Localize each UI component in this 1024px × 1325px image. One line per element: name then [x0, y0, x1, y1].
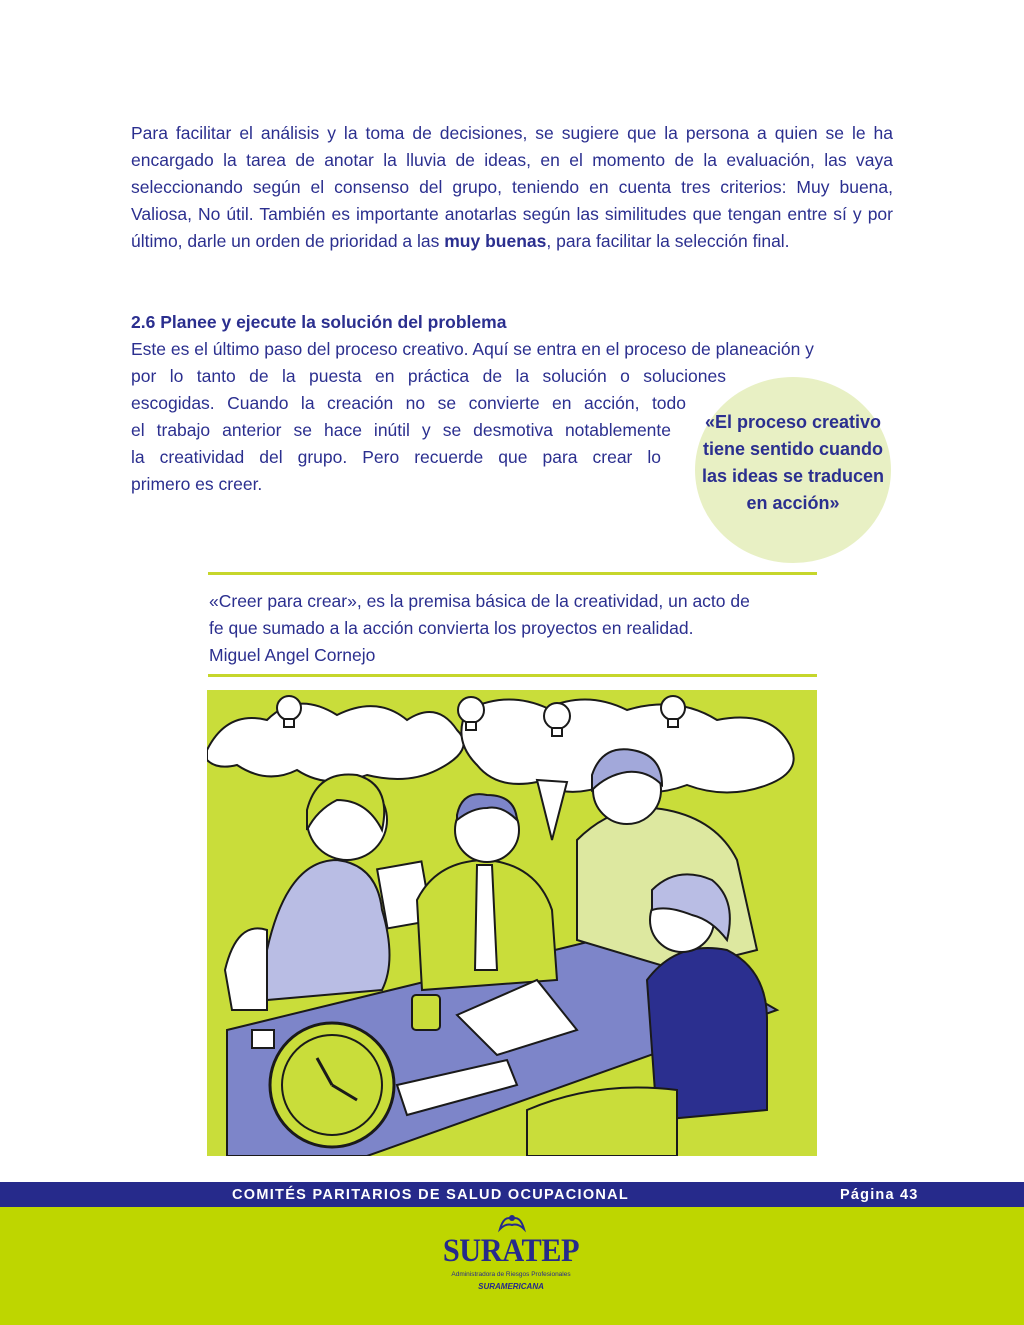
step-paragraph-line: primero es creer. [131, 474, 263, 494]
intro-text-end: , para facilitar la selección final. [546, 231, 790, 251]
step-paragraph [131, 363, 726, 498]
intro-paragraph [131, 120, 893, 255]
step-paragraph-line: la creatividad del grupo. Pero recuerde que para crear lo [131, 447, 661, 467]
step-paragraph-line: Este es el último paso del proceso creativo. Aquí se entra en el proceso de planeación y [131, 339, 814, 359]
step-paragraph-line: el trabajo anterior se hace inútil y se desmotiva notablemente [131, 420, 671, 440]
meeting-illustration [207, 690, 817, 1156]
quote-author: Miguel Angel Cornejo [209, 645, 376, 665]
step-paragraph-line: escogidas. Cuando la creación no se convierte en acción, todo [131, 393, 686, 413]
logo-wordmark: SURATEP [442, 1233, 580, 1269]
logo-emblem-icon [496, 1211, 528, 1235]
footer-title: COMITÉS PARITARIOS DE SALUD OCUPACIONAL [232, 1187, 630, 1203]
logo-brand: SURAMERICANA [478, 1282, 544, 1291]
intro-bold-text: muy buenas [444, 231, 547, 251]
quote-block [209, 588, 829, 669]
section-heading: 2.6 Planee y ejecute la solución del problema [131, 312, 507, 332]
step-paragraph-line: por lo tanto de la puesta en práctica de la solución o soluciones [131, 366, 726, 386]
quote-line: fe que sumado a la acción convierta los proyectos en realidad. [209, 618, 694, 638]
callout-bubble [695, 377, 891, 563]
quote-line: «Creer para crear», es la premisa básica de la creatividad, un acto de [209, 591, 750, 611]
callout-text: «El proceso creativo tiene sentido cuando las ideas se traducen en acción» [701, 412, 885, 513]
intro-text: Para facilitar el análisis y la toma de decisiones, se sugiere que la persona a quien se le ha encargado la tarea de anotar la lluvia de ideas, en el momento de la evaluación, las vaya seleccionando según el consenso del grupo, teniendo en cuenta tres criterios: Muy buena, Valiosa, No útil. También es importante anotarlas según las similitudes que tengan entre sí y por último, darle un orden de prioridad a las [131, 123, 893, 251]
logo-subtitle: Administradora de Riesgos Profesionales [451, 1271, 571, 1278]
quote-top-rule [208, 572, 817, 575]
suratep-logo [436, 1211, 586, 1301]
quote-bottom-rule [208, 674, 817, 677]
page-number: Página 43 [840, 1187, 919, 1203]
